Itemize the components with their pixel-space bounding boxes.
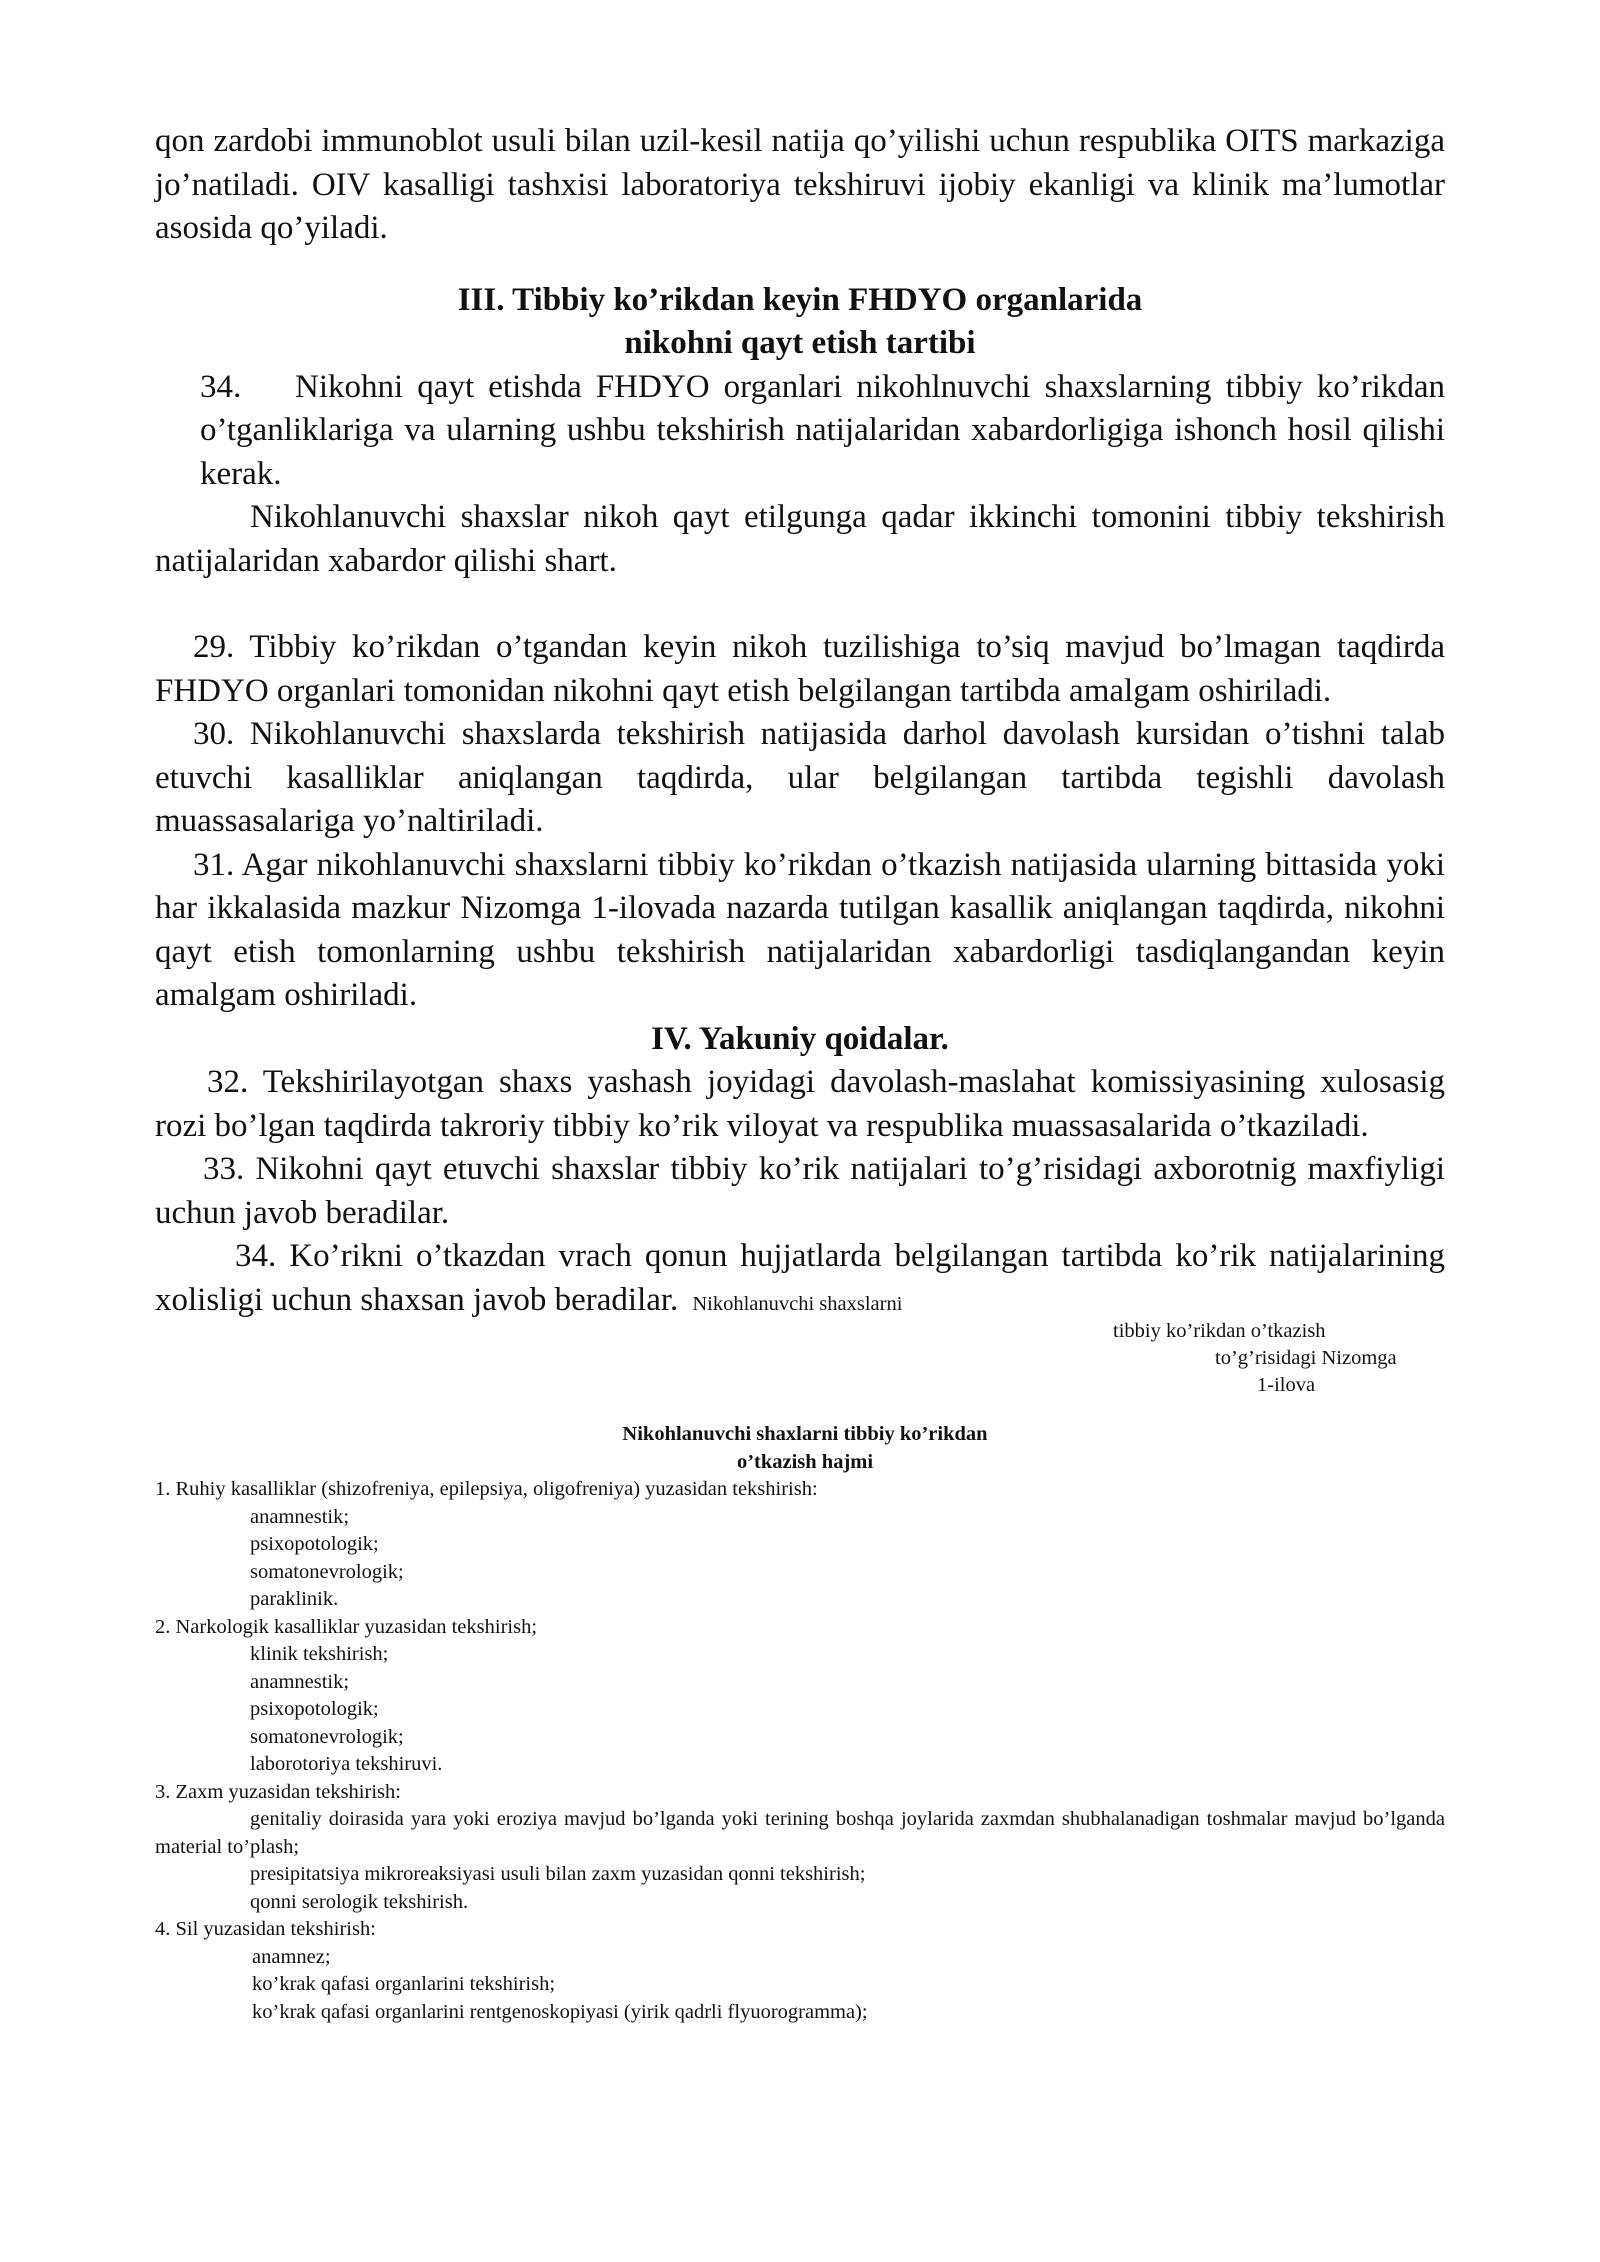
list-subitem: laborotoriya tekshiruvi.: [250, 1753, 443, 1775]
document-page: [155, 120, 1445, 2026]
list-subitem: ko’krak qafasi organlarini tekshirish;: [252, 1973, 556, 1995]
paragraph-33: 33. Nikohni qayt etuvchi shaxslar tibbiy ko’rik natijalari to’g’risidagi axborotnig maxfiyligi uchun javob beradilar.: [155, 1151, 1445, 1231]
list-subitem: klinik tekshirish;: [250, 1643, 389, 1665]
appendix-header-line4: 1-ilova: [1257, 1374, 1316, 1396]
section3-title-line2: nikohni qayt etish tartibi: [624, 325, 976, 361]
paragraph-32: 32. Tekshirilayotgan shaxs yashash joyidagi davolash-maslahat komissiyasining xulosasig rozi bo’lgan taqdirda takroriy tibbiy ko’rik viloyat va respublika muassasalarida o’tkaziladi.: [155, 1064, 1445, 1144]
list-subitem: somatonevrologik;: [250, 1560, 404, 1583]
paragraph-31: 31. Agar nikohlanuvchi shaxslarni tibbiy ko’rikdan o’tkazish natijasida ularning bittasida yoki har ikkalasida mazkur Nizomga 1-ilovada nazarda tutilgan kasallik aniqlangan taqdirda, nikohni qayt etish tomonlarning ushbu tekshirish natijalaridan xabardorligi tasdiqlangandan keyin amalgam oshiriladi.: [155, 846, 1445, 1013]
appendix-header-line2: tibbiy ko’rikdan o’tkazish: [1113, 1320, 1326, 1342]
paragraph-29: 29. Tibbiy ko’rikdan o’tgandan keyin nikoh tuzilishiga to’siq mavjud bo’lmagan taqdirda FHDYO organlari tomonidan nikohni qayt etish belgilangan tartibda amalgam oshiriladi.: [155, 629, 1445, 709]
list-subitem: ko’krak qafasi organlarini rentgenoskopiyasi (yirik qadrli flyuorogramma);: [252, 2000, 868, 2023]
paragraph-34-final: [155, 1235, 1445, 1326]
appendix-header-line1: Nikohlanuvchi shaxslarni: [692, 1292, 903, 1315]
list-subitem: psixopotologik;: [250, 1533, 379, 1555]
paragraph-34-number: 34.: [200, 368, 242, 405]
section3-title-line1: III. Tibbiy ko’rikdan keyin FHDYO organlarida: [457, 281, 1143, 318]
list-subitem: anamnestik;: [250, 1505, 350, 1528]
list-item-3: 3. Zaxm yuzasidan tekshirish:: [155, 1780, 401, 1803]
paragraph-34-final-text: 34. Ko’rikni o’tkazdan vrach qonun hujjatlarda belgilangan tartibda ko’rik natijalarining xolisligi uchun shaxsan javob beradilar.: [155, 1238, 1445, 1318]
appendix-title-line1: Nikohlanuvchi shaxlarni tibbiy ko’rikdan: [622, 1423, 988, 1445]
list-item-1: 1. Ruhiy kasalliklar (shizofreniya, epilepsiya, oligofreniya) yuzasidan tekshirish:: [155, 1478, 818, 1500]
list-subitem: anamnestik;: [250, 1670, 350, 1693]
list-subitem: paraklinik.: [250, 1588, 339, 1610]
intro-paragraph: qon zardobi immunoblot usuli bilan uzil-kesil natija qo’yilishi uchun respublika OITS markaziga jo’natiladi. OIV kasalligi tashxisi laboratoriya tekshiruvi ijobiy ekanligi va klinik ma’lumotlar asosida qo’yiladi.: [155, 123, 1445, 246]
section4-title: IV. Yakuniy qoidalar.: [651, 1020, 949, 1057]
list-subitem: qonni serologik tekshirish.: [250, 1890, 469, 1913]
list-subitem: somatonevrologik;: [250, 1725, 404, 1748]
list-subitem: presipitatsiya mikroreaksiyasi usuli bilan zaxm yuzasidan qonni tekshirish;: [250, 1863, 866, 1885]
appendix-title-line2: o’tkazish hajmi: [736, 1450, 874, 1473]
paragraph-34-text: Nikohni qayt etishda FHDYO organlari nikohlnuvchi shaxslarning tibbiy ko’rikdan o’tganliklariga va ularning ushbu tekshirish natijalaridan xabardorligiga ishonch hosil qilishi kerak.: [200, 368, 1445, 492]
appendix-title: [155, 1421, 1445, 1476]
paragraph-34: [155, 366, 1445, 497]
list-subitem: genitaliy doirasida yara yoki eroziya mavjud bo’lganda yoki terining boshqa joylarida zaxmdan shubhalanadigan toshmalar mavjud bo’lganda material to’plash;: [155, 1808, 1445, 1858]
appendix-header: [155, 1316, 1445, 1421]
appendix-list: [155, 1476, 1445, 2026]
paragraph-30: 30. Nikohlanuvchi shaxslarda tekshirish natijasida darhol davolash kursidan o’tishni talab etuvchi kasalliklar aniqlangan taqdirda, ular belgilangan tartibda tegishli davolash muassasalariga yo’naltiriladi.: [155, 716, 1445, 839]
paragraph-34-continuation: Nikohlanuvchi shaxslar nikoh qayt etilgunga qadar ikkinchi tomonini tibbiy tekshirish natijalaridan xabardor qilishi shart.: [155, 499, 1445, 579]
list-item-2: 2. Narkologik kasalliklar yuzasidan tekshirish;: [155, 1615, 538, 1638]
list-subitem: anamnez;: [252, 1945, 331, 1968]
list-item-4: 4. Sil yuzasidan tekshirish:: [155, 1918, 376, 1940]
appendix-header-line3: to’g’risidagi Nizomga: [1215, 1347, 1397, 1369]
list-subitem: psixopotologik;: [250, 1698, 379, 1720]
